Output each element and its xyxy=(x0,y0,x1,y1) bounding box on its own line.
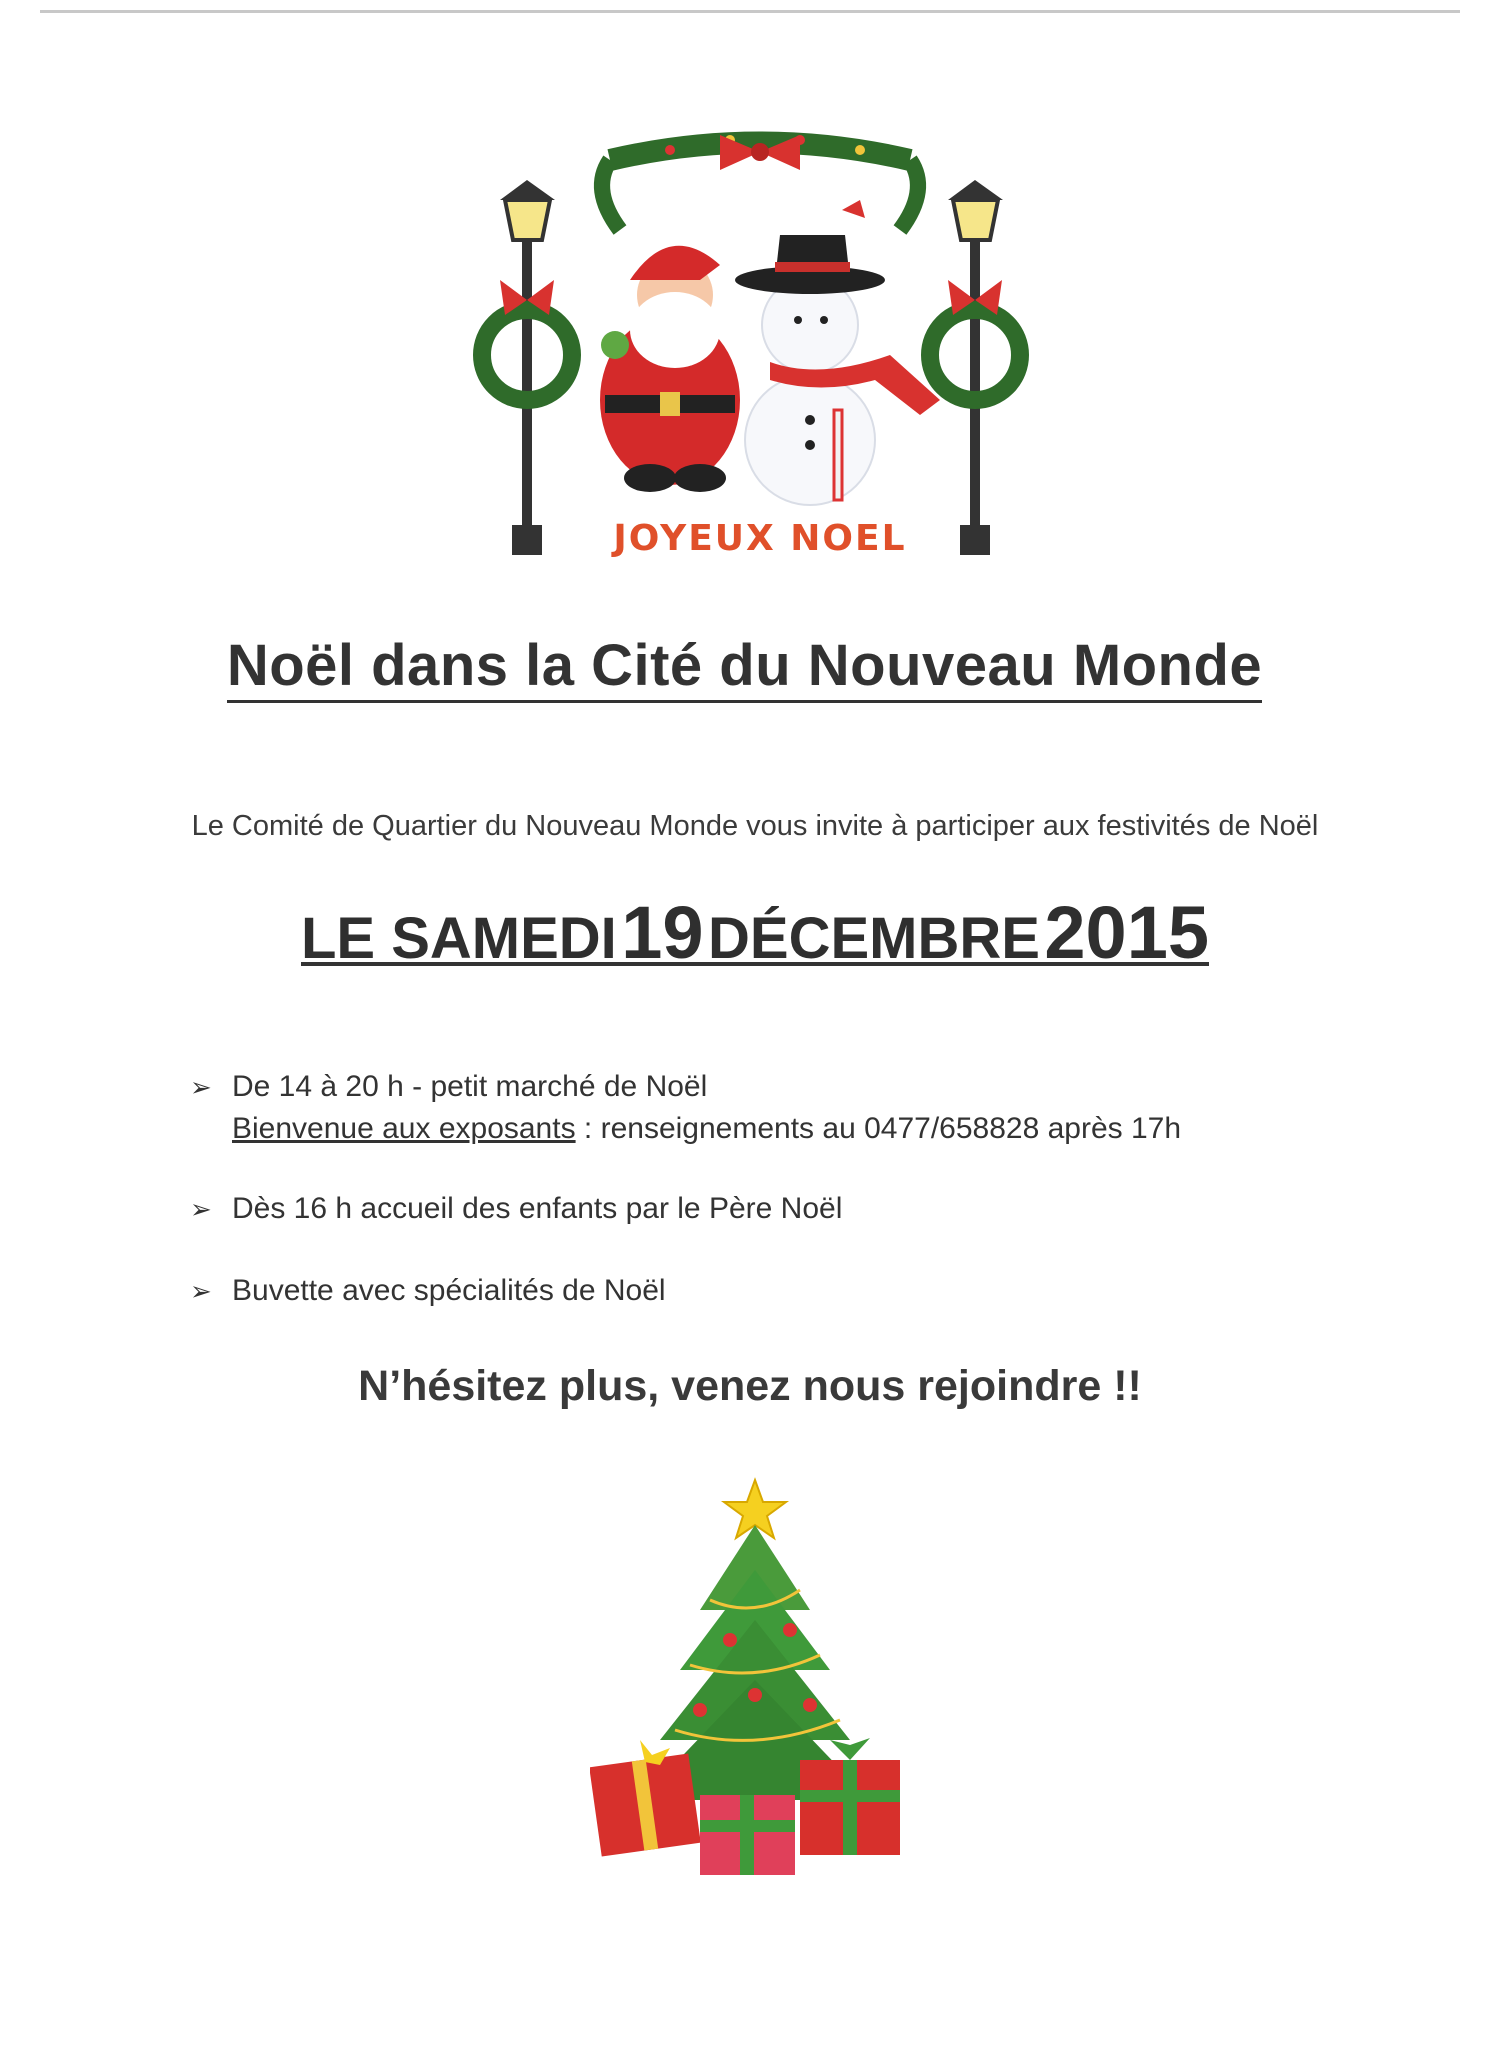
page-title: Noël dans la Cité du Nouveau Monde xyxy=(0,632,1489,699)
event-date xyxy=(0,890,1489,975)
arrowhead-icon: ➢ xyxy=(190,1194,212,1224)
list-item: ➢ De 14 à 20 h - petit marché de Noël Bienvenue aux exposants : renseignements au 0477/658828 après 17h xyxy=(190,1066,1181,1150)
arrowhead-icon: ➢ xyxy=(190,1276,212,1306)
program-list xyxy=(190,1066,1181,1312)
santa-snowman-illustration xyxy=(470,130,1050,590)
list-item: ➢ Dès 16 h accueil des enfants par le Père Noël xyxy=(190,1188,1181,1230)
date-prefix: LE SAMEDI xyxy=(300,906,617,971)
date-year: 2015 xyxy=(1044,891,1210,974)
joyeux-noel-banner: JOYEUX NOEL xyxy=(613,518,907,559)
list-item: ➢ Buvette avec spécialités de Noël xyxy=(190,1270,1181,1312)
date-month: DÉCEMBRE xyxy=(708,906,1040,971)
exhibitors-welcome: Bienvenue aux exposants xyxy=(232,1112,576,1145)
date-day: 19 xyxy=(621,891,704,974)
arrowhead-icon: ➢ xyxy=(190,1072,212,1102)
christmas-tree-illustration xyxy=(590,1470,920,1890)
invitation-text: Le Comité de Quartier du Nouveau Monde vous invite à participer aux festivités de Noël xyxy=(191,810,1319,842)
scan-edge-line xyxy=(40,10,1460,13)
closing-text: N’hésitez plus, venez nous rejoindre !! xyxy=(358,1362,1142,1410)
